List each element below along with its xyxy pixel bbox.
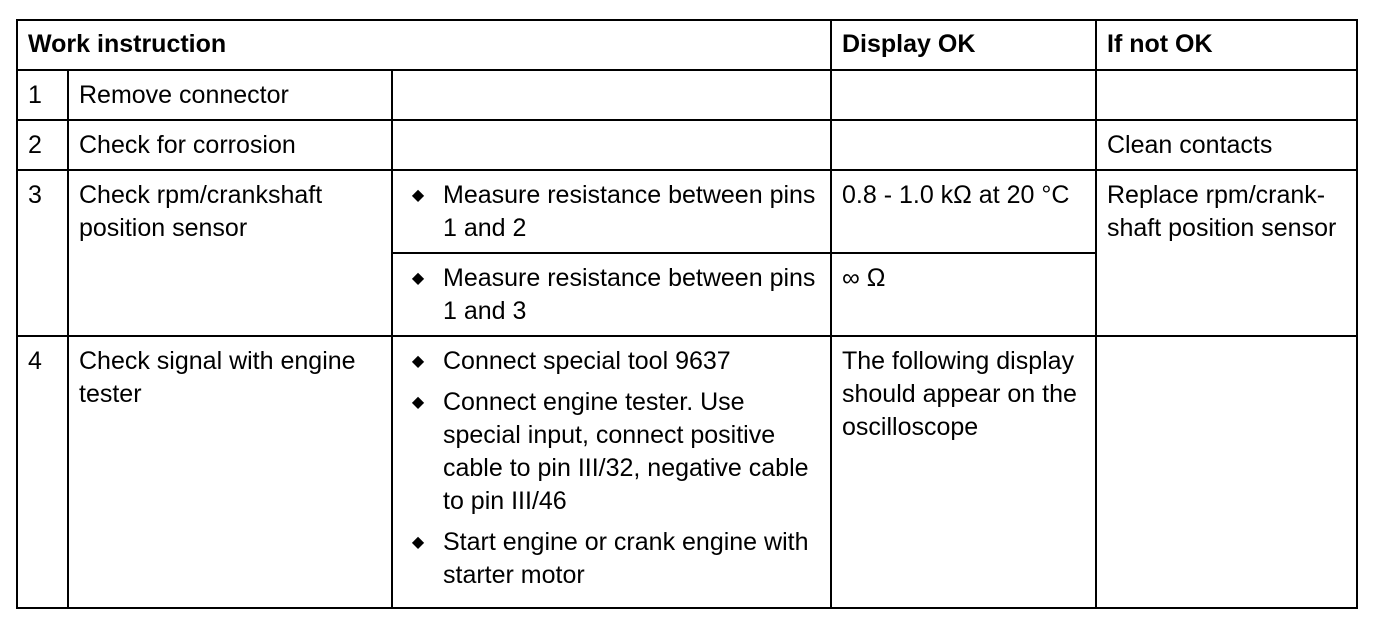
step-description: Check rpm/crankshaft position sensor xyxy=(68,170,392,336)
bullet-item xyxy=(393,526,822,592)
diamond-bullet-icon: ◆ xyxy=(411,394,425,411)
step-if-not-ok: Clean contacts xyxy=(1096,120,1357,170)
step-number: 2 xyxy=(17,120,68,170)
step-if-not-ok xyxy=(1096,70,1357,120)
step-number: 1 xyxy=(17,70,68,120)
table-row xyxy=(17,170,1357,253)
bullet-text: Measure resistance between pins 1 and 3 xyxy=(443,264,816,325)
step-action xyxy=(392,253,831,336)
table-row xyxy=(17,120,1357,170)
header-work-instruction: Work instruction xyxy=(17,20,831,70)
step-description: Check for corrosion xyxy=(68,120,392,170)
bullet-item xyxy=(393,179,822,245)
step-description: Check signal with engine tester xyxy=(68,336,392,608)
step-display-ok xyxy=(831,120,1096,170)
step-if-not-ok: Replace rpm/crank-shaft position sensor xyxy=(1096,170,1357,336)
step-action xyxy=(392,70,831,120)
diamond-bullet-icon: ◆ xyxy=(411,187,425,204)
diamond-bullet-icon: ◆ xyxy=(411,534,425,551)
step-display-ok xyxy=(831,70,1096,120)
bullet-item xyxy=(393,345,822,378)
bullet-text: Measure resistance between pins 1 and 2 xyxy=(443,181,816,242)
work-instruction-table xyxy=(16,19,1358,609)
header-row xyxy=(17,20,1357,70)
step-display-ok: The following display should appear on the oscilloscope xyxy=(831,336,1096,608)
header-if-not-ok: If not OK xyxy=(1096,20,1357,70)
diamond-bullet-icon: ◆ xyxy=(411,270,425,287)
step-display-ok: ∞ Ω xyxy=(831,253,1096,336)
step-description: Remove connector xyxy=(68,70,392,120)
bullet-text: Start engine or crank engine with starter motor xyxy=(443,528,809,589)
step-if-not-ok xyxy=(1096,336,1357,608)
step-action xyxy=(392,336,831,608)
table-row xyxy=(17,70,1357,120)
table-row xyxy=(17,336,1357,608)
bullet-item xyxy=(393,386,822,518)
header-display-ok: Display OK xyxy=(831,20,1096,70)
step-number: 3 xyxy=(17,170,68,336)
step-action xyxy=(392,170,831,253)
bullet-text: Connect special tool 9637 xyxy=(443,347,731,375)
diamond-bullet-icon: ◆ xyxy=(411,353,425,370)
bullet-text: Connect engine tester. Use special input, connect positive cable to pin III/32, negative cable to pin III/46 xyxy=(443,388,809,515)
step-action xyxy=(392,120,831,170)
bullet-item xyxy=(393,262,822,328)
step-display-ok: 0.8 - 1.0 kΩ at 20 °C xyxy=(831,170,1096,253)
step-number: 4 xyxy=(17,336,68,608)
